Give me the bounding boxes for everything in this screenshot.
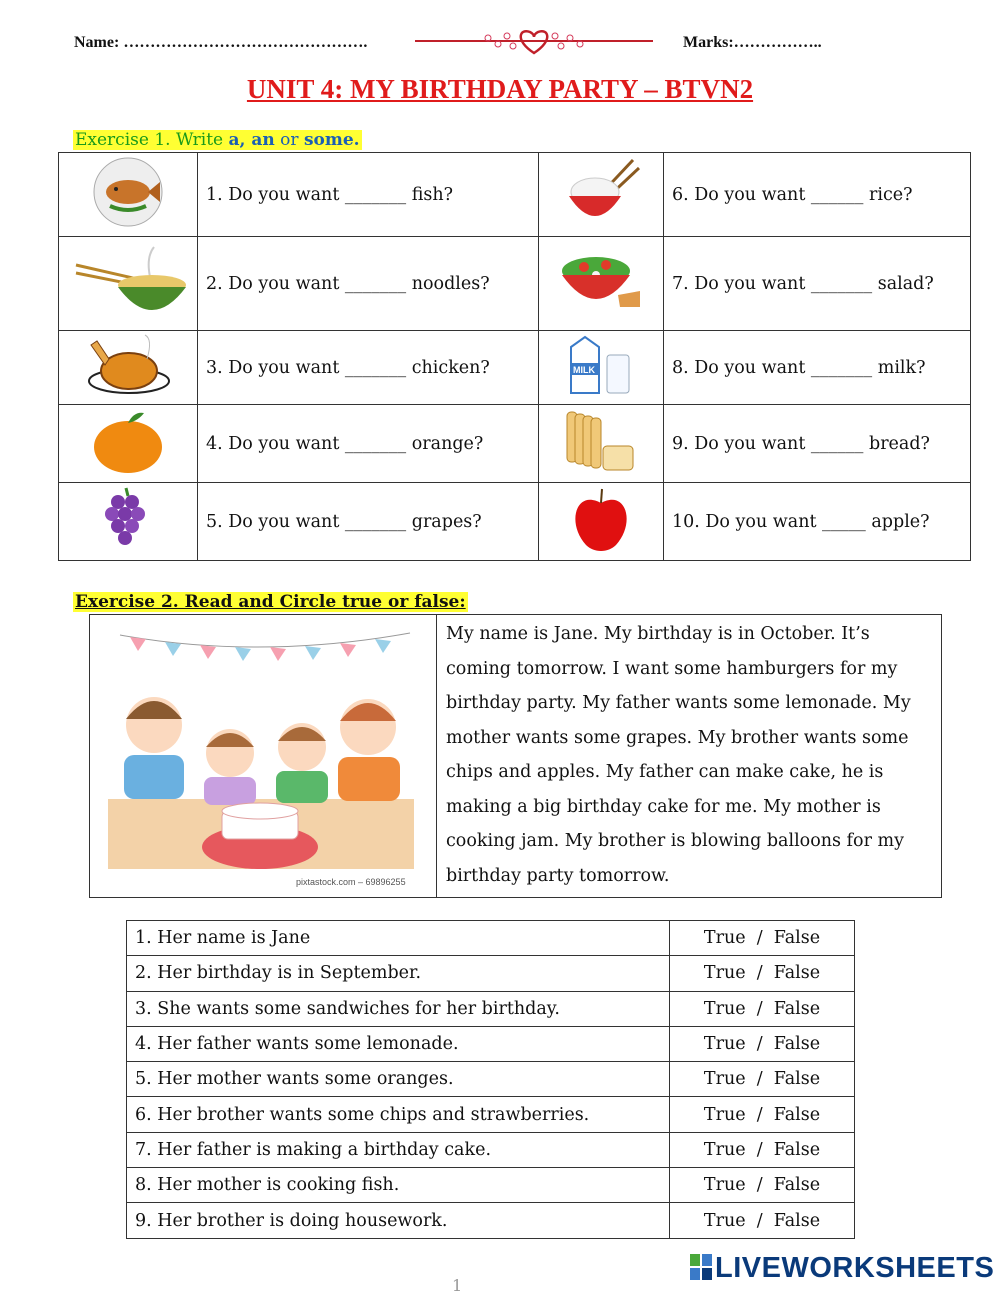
liveworksheets-logo-icon: [690, 1254, 712, 1280]
question-7: 7. Do you want _______ salad?: [664, 237, 971, 331]
salad-icon: [558, 245, 644, 317]
true-false-choice[interactable]: True / False: [670, 1026, 855, 1061]
statement-row: [127, 1203, 855, 1238]
statement-row: [127, 1168, 855, 1203]
exercise1-image-cell: [539, 237, 664, 331]
statement-row: [127, 1097, 855, 1132]
exercise1-image-cell: [539, 331, 664, 405]
birthday-party-illustration-icon: [90, 615, 436, 897]
exercise1-table: [58, 152, 971, 561]
exercise1-row: [59, 483, 971, 561]
exercise1-row: [59, 153, 971, 237]
exercise1-heading: Exercise 1. Write a, an or some.: [75, 130, 360, 150]
exercise1-image-cell: [59, 237, 198, 331]
svg-text:MILK: MILK: [573, 365, 595, 375]
worksheet-title: UNIT 4: MY BIRTHDAY PARTY – BTVN2: [246, 74, 754, 104]
heart-ornament-icon: [410, 26, 658, 58]
question-6: 6. Do you want ______ rice?: [664, 153, 971, 237]
question-9: 9. Do you want ______ bread?: [664, 405, 971, 483]
reading-passage: My name is Jane. My birthday is in October. It’s coming tomorrow. I want some hamburgers for my birthday party. My father wants some lemonade. My mother wants some grapes. My brother wants some chips and apples. My father can make cake, he is making a big birthday cake for me. My mother is cooking jam. My brother is blowing balloons for my birthday party tomorrow.: [446, 624, 911, 886]
name-field-label[interactable]: Name: ……………………………………….: [74, 34, 368, 51]
true-false-table: [126, 920, 855, 1239]
statement-row: [127, 1062, 855, 1097]
question-8: 8. Do you want _______ milk?: [664, 331, 971, 405]
page-number: 1: [452, 1276, 463, 1295]
exercise2-heading: Exercise 2. Read and Circle true or false:: [75, 592, 466, 612]
exercise1-row: [59, 237, 971, 331]
true-false-choice[interactable]: True / False: [670, 991, 855, 1026]
reading-box: [89, 614, 942, 898]
statement-text: 8. Her mother is cooking fish.: [127, 1168, 670, 1203]
statement-row: [127, 1026, 855, 1061]
liveworksheets-logo: LIVEWORKSHEETS: [690, 1252, 994, 1285]
statement-row: [127, 991, 855, 1026]
true-false-choice[interactable]: True / False: [670, 1062, 855, 1097]
exercise1-image-cell: [59, 331, 198, 405]
statement-text: 7. Her father is making a birthday cake.: [127, 1132, 670, 1167]
image-watermark: pixtastock.com – 69896255: [296, 877, 406, 887]
statement-text: 3. She wants some sandwiches for her birthday.: [127, 991, 670, 1026]
true-false-choice[interactable]: True / False: [670, 1203, 855, 1238]
exercise1-image-cell: [539, 405, 664, 483]
statement-row: [127, 956, 855, 991]
question-4: 4. Do you want _______ orange?: [198, 405, 539, 483]
true-false-choice[interactable]: True / False: [670, 1132, 855, 1167]
true-false-choice[interactable]: True / False: [670, 921, 855, 956]
rice-bowl-icon: [561, 154, 641, 230]
exercise1-image-cell: [59, 405, 198, 483]
statement-text: 6. Her brother wants some chips and strawberries.: [127, 1097, 670, 1132]
exercise1-image-cell: [539, 153, 664, 237]
question-1: 1. Do you want _______ fish?: [198, 153, 539, 237]
exercise1-row: [59, 405, 971, 483]
statement-row: [127, 1132, 855, 1167]
fish-plate-icon: [88, 154, 168, 230]
statement-text: 5. Her mother wants some oranges.: [127, 1062, 670, 1097]
question-5: 5. Do you want _______ grapes?: [198, 483, 539, 561]
exercise1-image-cell: [59, 483, 198, 561]
true-false-choice[interactable]: True / False: [670, 1168, 855, 1203]
statement-text: 4. Her father wants some lemonade.: [127, 1026, 670, 1061]
orange-icon: [88, 407, 168, 475]
marks-field-label[interactable]: Marks:……………..: [683, 34, 822, 51]
statement-text: 2. Her birthday is in September.: [127, 956, 670, 991]
milk-icon: [561, 333, 641, 397]
true-false-choice[interactable]: True / False: [670, 1097, 855, 1132]
birthday-party-image: [90, 615, 437, 897]
bread-icon: [561, 406, 641, 476]
true-false-choice[interactable]: True / False: [670, 956, 855, 991]
exercise1-image-cell: [59, 153, 198, 237]
question-3: 3. Do you want _______ chicken?: [198, 331, 539, 405]
question-10: 10. Do you want _____ apple?: [664, 483, 971, 561]
statement-text: 9. Her brother is doing housework.: [127, 1203, 670, 1238]
grapes-icon: [98, 484, 158, 554]
roast-chicken-icon: [83, 331, 173, 399]
exercise1-image-cell: [539, 483, 664, 561]
apple-icon: [566, 483, 636, 555]
statement-text: 1. Her name is Jane: [127, 921, 670, 956]
question-2: 2. Do you want _______ noodles?: [198, 237, 539, 331]
noodles-icon: [68, 237, 188, 325]
exercise1-row: [59, 331, 971, 405]
statement-row: [127, 921, 855, 956]
